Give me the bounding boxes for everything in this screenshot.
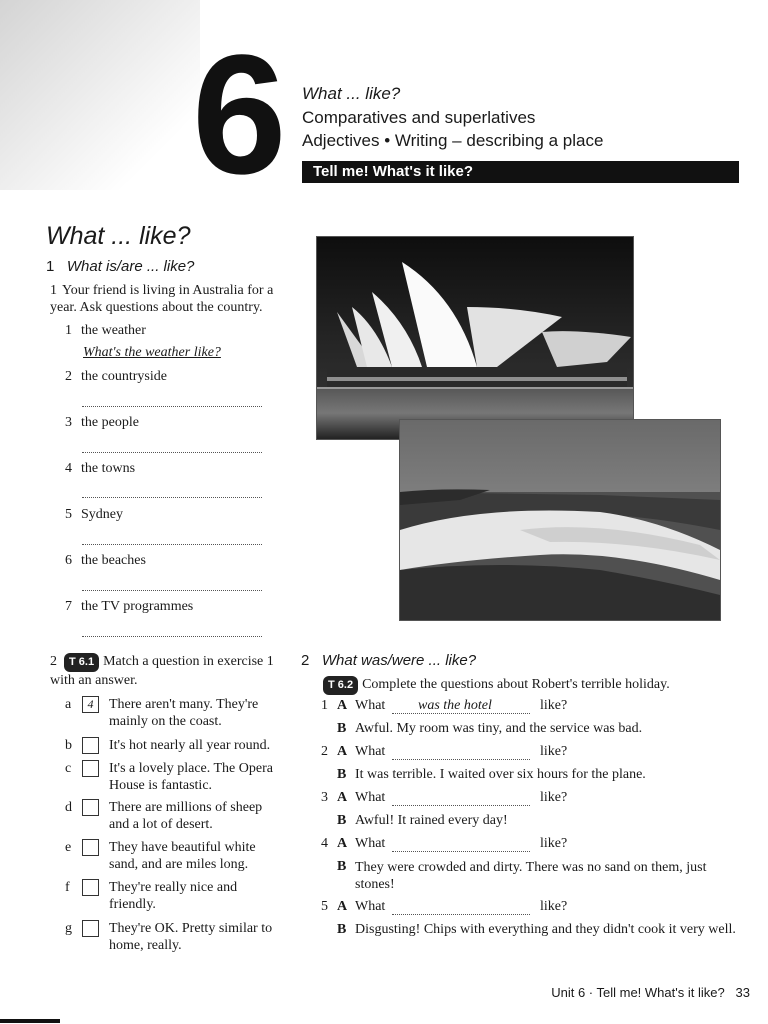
item-number: 4	[321, 836, 328, 851]
answer-line[interactable]	[82, 590, 262, 591]
speaker-b: B	[337, 813, 347, 828]
answer-line[interactable]	[82, 406, 262, 407]
item-letter: c	[65, 761, 72, 776]
answer-box[interactable]	[82, 879, 99, 896]
speaker-a: A	[337, 899, 348, 914]
speaker-b: B	[337, 859, 347, 874]
answer-line[interactable]	[392, 914, 530, 915]
list-item: 3 the people	[65, 415, 139, 430]
unit-number: 6	[192, 20, 283, 210]
item-letter: a	[65, 697, 72, 712]
question-start: What	[355, 899, 386, 914]
topic-line-3: Adjectives • Writing – describing a place	[302, 131, 604, 150]
item-number: 2	[321, 744, 328, 759]
item-number: 5	[321, 899, 328, 914]
question-start: What	[355, 836, 386, 851]
question-end: like?	[540, 836, 568, 851]
beach-photo	[399, 419, 721, 621]
audio-badge: T 6.2	[323, 676, 358, 695]
match-answer-text: They're really nice and friendly.	[109, 880, 238, 912]
ex2-instruction: T 6.2 Complete the questions about Robert's terrible holiday.	[323, 676, 670, 695]
item-number: 3	[321, 790, 328, 805]
list-item: 6 the beaches	[65, 553, 146, 568]
answer-line[interactable]	[82, 636, 262, 637]
answer-box[interactable]: 4	[82, 696, 99, 713]
example-answer: What's the weather like?	[83, 345, 221, 360]
match-answer-text: There aren't many. They're mainly on the coast.	[109, 697, 259, 729]
question-start: What	[355, 790, 386, 805]
page-footer	[551, 985, 750, 1000]
list-item: 1 the weather	[65, 323, 146, 338]
response-text: It was terrible. I waited over six hours for the plane.	[355, 767, 646, 782]
list-item: 5 Sydney	[65, 507, 123, 522]
question-start: What	[355, 698, 386, 713]
item-letter: f	[65, 880, 70, 895]
topic-line-2: Comparatives and superlatives	[302, 108, 536, 127]
list-item: 7 the TV programmes	[65, 599, 194, 614]
ex1-instruction-text: Your friend is living in Australia for a year. Ask questions about the country.	[50, 283, 274, 315]
list-item: 2 the countryside	[65, 369, 167, 384]
response-text: Awful! It rained every day!	[355, 813, 508, 828]
question-end: like?	[540, 899, 568, 914]
answer-line[interactable]	[82, 497, 262, 498]
answer-box[interactable]	[82, 760, 99, 777]
answer-box[interactable]	[82, 799, 99, 816]
question-end: like?	[540, 698, 568, 713]
question-start: What	[355, 744, 386, 759]
ex1b-number: 2	[50, 654, 57, 669]
ex2-heading	[301, 652, 476, 669]
item-number: 1	[321, 698, 328, 713]
response-text: Awful. My room was tiny, and the service was bad.	[355, 721, 643, 736]
match-answer-text: It's hot nearly all year round.	[109, 738, 271, 753]
speaker-b: B	[337, 721, 347, 736]
response-text: Disgusting! Chips with everything and they didn't cook it very well.	[355, 922, 736, 937]
match-answer-text: They have beautiful white sand, and are miles long.	[109, 840, 256, 872]
ex2-title: What was/were ... like?	[321, 652, 477, 669]
speaker-a: A	[337, 836, 348, 851]
section-title: What ... like?	[46, 222, 191, 250]
ex1-heading	[46, 258, 194, 275]
ex1-instruction: 1 Your friend is living in Australia for a year. Ask questions about the country.	[50, 283, 274, 315]
example-fill: was the hotel	[418, 698, 492, 713]
response-text: They were crowded and dirty. There was no sand on them, just stones!	[355, 860, 707, 892]
speaker-a: A	[337, 698, 348, 713]
list-item: 4 the towns	[65, 461, 136, 476]
answer-line[interactable]	[82, 544, 262, 545]
item-letter: d	[65, 800, 72, 815]
question-end: like?	[540, 790, 568, 805]
match-answer-text: They're OK. Pretty similar to home, really.	[109, 921, 273, 953]
corner-shade	[0, 0, 200, 190]
unit-title-bar: Tell me! What's it like?	[302, 161, 739, 183]
answer-line[interactable]	[82, 452, 262, 453]
ex1b-instruction: 2 T 6.1 Match a question in exercise 1 with an answer.	[50, 654, 274, 688]
answer-box[interactable]	[82, 737, 99, 754]
ex1-number: 1	[46, 258, 55, 275]
audio-badge: T 6.1	[64, 653, 99, 672]
ex1-title: What is/are ... like?	[66, 258, 195, 275]
speaker-a: A	[337, 744, 348, 759]
answer-line[interactable]	[392, 759, 530, 760]
footer-bar	[0, 1019, 60, 1023]
answer-line[interactable]	[392, 851, 530, 852]
footer-text: Unit 6 · Tell me! What's it like?	[551, 985, 725, 1000]
item-letter: g	[65, 921, 72, 936]
topic-line-1: What ... like?	[302, 84, 401, 103]
item-letter: e	[65, 840, 72, 855]
match-answer-text: It's a lovely place. The Opera House is fantastic.	[109, 761, 273, 793]
ex2-number: 2	[301, 652, 310, 669]
answer-line[interactable]	[392, 805, 530, 806]
opera-house-photo	[316, 236, 634, 440]
speaker-a: A	[337, 790, 348, 805]
answer-box[interactable]	[82, 839, 99, 856]
question-end: like?	[540, 744, 568, 759]
match-answer-text: There are millions of sheep and a lot of desert.	[109, 800, 263, 832]
answer-box[interactable]	[82, 920, 99, 937]
speaker-b: B	[337, 767, 347, 782]
page-number: 33	[735, 985, 750, 1000]
item-letter: b	[65, 738, 72, 753]
speaker-b: B	[337, 922, 347, 937]
